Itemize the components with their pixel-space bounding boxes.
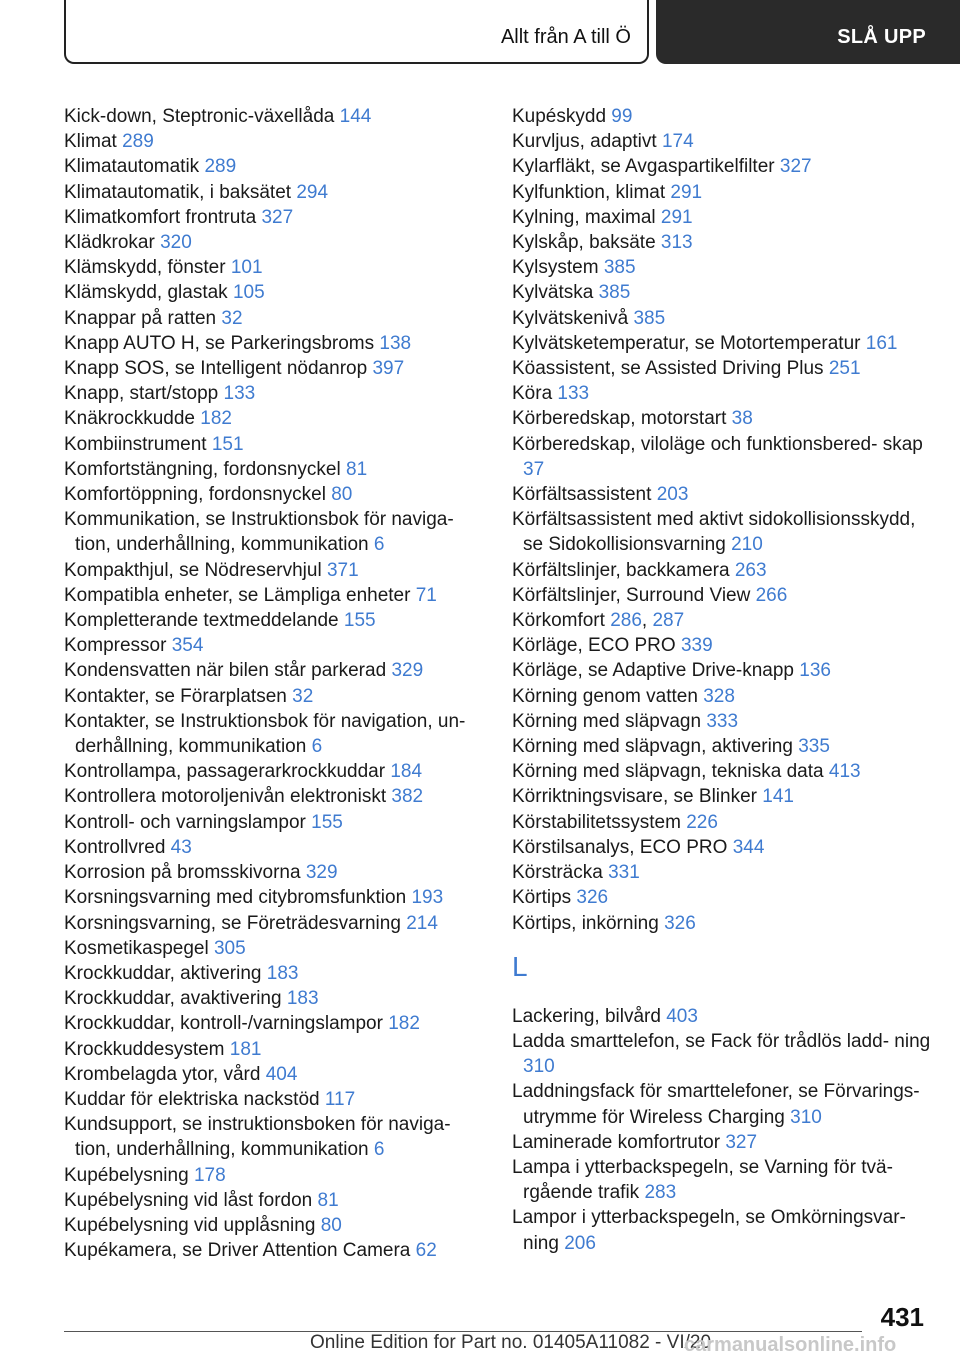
page-link[interactable]: 101 bbox=[230, 257, 263, 279]
page-link[interactable]: 339 bbox=[680, 635, 713, 657]
page-link[interactable]: 326 bbox=[576, 887, 609, 909]
lookup-button-label: SLÅ UPP bbox=[837, 26, 926, 48]
index-entry bbox=[64, 583, 476, 608]
index-entry bbox=[64, 784, 476, 809]
index-entry-text: Körläge, ECO PRO bbox=[512, 635, 676, 657]
index-entry-text: Lampor i ytterbackspegeln, se Omkörningsvar‐ ning bbox=[512, 1207, 906, 1254]
page-link[interactable]: 287 bbox=[652, 610, 685, 632]
index-entry-text: Komfortstängning, fordonsnyckel bbox=[64, 458, 341, 480]
index-entry bbox=[64, 1163, 476, 1188]
index-entry bbox=[512, 709, 932, 734]
page-link[interactable]: 328 bbox=[703, 685, 735, 707]
index-entry bbox=[64, 104, 476, 129]
index-entry-text: Körkomfort bbox=[512, 610, 605, 632]
page-link[interactable]: 141 bbox=[762, 786, 794, 808]
page-link[interactable]: 214 bbox=[406, 912, 438, 934]
index-entry bbox=[64, 205, 476, 230]
page-link[interactable]: 294 bbox=[296, 181, 329, 203]
index-entry-text: Krockkuddesystem bbox=[64, 1038, 225, 1060]
index-entry bbox=[64, 356, 476, 381]
index-entry-text: Körriktningsvisare, se Blinker bbox=[512, 786, 757, 808]
page-link[interactable]: 206 bbox=[564, 1232, 596, 1254]
index-entry bbox=[64, 482, 476, 507]
index-entry-text: Körning med släpvagn, aktivering bbox=[512, 736, 793, 758]
index-entry bbox=[64, 885, 476, 910]
page-link[interactable]: 203 bbox=[656, 484, 689, 506]
index-entry-text: Körstilsanalys, ECO PRO bbox=[512, 836, 728, 858]
page-link[interactable]: 310 bbox=[523, 1056, 555, 1078]
page-link[interactable]: 133 bbox=[223, 383, 256, 405]
page-link[interactable]: 99 bbox=[611, 106, 633, 127]
index-entry bbox=[64, 306, 476, 331]
index-entry bbox=[64, 1188, 476, 1213]
index-entry-text: Kondensvatten när bilen står parkerad bbox=[64, 660, 387, 682]
page-link[interactable]: 138 bbox=[379, 332, 412, 354]
page-link[interactable]: 283 bbox=[644, 1182, 677, 1204]
index-entry bbox=[512, 658, 932, 683]
index-entry bbox=[512, 1079, 932, 1129]
page-link[interactable]: 263 bbox=[734, 559, 767, 581]
index-entry-text: Kontrollvred bbox=[64, 836, 166, 858]
page-link[interactable]: 286 bbox=[610, 610, 642, 632]
page-link[interactable]: 403 bbox=[666, 1005, 698, 1027]
index-entry-text: Lampa i ytterbackspegeln, se Varning för tvä‐ rgående trafik bbox=[512, 1156, 893, 1204]
index-entry bbox=[512, 205, 932, 230]
index-entry-text: Kundsupport, se instruktionsboken för naviga‐ tion, underhållning, kommunikation bbox=[64, 1114, 451, 1161]
index-entry bbox=[64, 406, 476, 431]
index-entry bbox=[64, 129, 476, 154]
index-entry-text: Körning genom vatten bbox=[512, 685, 698, 707]
index-entry-text: Kupékamera, se Driver Attention Camera bbox=[64, 1240, 411, 1262]
page-link[interactable]: 226 bbox=[686, 811, 718, 833]
page-link[interactable]: 266 bbox=[755, 584, 788, 606]
index-entry-text: Kontrollampa, passagerarkrockkuddar bbox=[64, 761, 386, 783]
index-entry-text: Krockkuddar, avaktivering bbox=[64, 988, 282, 1010]
index-entry-text: Kylskåp, baksäte bbox=[512, 232, 656, 254]
index-entry-text: Körberedskap, viloläge och funktionsbered‐ skap bbox=[512, 433, 923, 455]
index-entry-text: Kontakter, se Instruktionsbok för navigation, un‐ derhållning, kommunikation bbox=[64, 710, 466, 758]
index-entry bbox=[512, 633, 932, 658]
index-entry-text: Köra bbox=[512, 383, 553, 405]
page-link[interactable]: 182 bbox=[200, 408, 232, 430]
page-link[interactable]: 385 bbox=[598, 282, 631, 304]
index-entry bbox=[64, 331, 476, 356]
index-entry bbox=[512, 482, 932, 507]
page-link[interactable]: 333 bbox=[706, 710, 739, 732]
page-link[interactable]: 305 bbox=[213, 937, 246, 959]
index-entry-text: Kylarfläkt, se Avgaspartikelfilter bbox=[512, 156, 775, 178]
page-link[interactable]: 329 bbox=[305, 862, 338, 884]
section-title: Allt från A till Ö bbox=[500, 26, 631, 48]
page-link[interactable]: 81 bbox=[317, 1189, 339, 1211]
page-link[interactable]: 320 bbox=[160, 232, 192, 254]
index-entry bbox=[64, 633, 476, 658]
index-entry-text: Kommunikation, se Instruktionsbok för naviga‐ tion, underhållning, kommunikation bbox=[64, 509, 454, 556]
index-entry-text: Kylning, maximal bbox=[512, 206, 656, 228]
index-entry-text: Körfältslinjer, Surround View bbox=[512, 584, 751, 606]
page-link[interactable]: 327 bbox=[261, 206, 294, 228]
index-entry-text: Kompletterande textmeddelande bbox=[64, 610, 339, 632]
index-entry bbox=[512, 154, 932, 179]
index-entry bbox=[512, 104, 932, 129]
index-entry-text: Ladda smarttelefon, se Fack för trådlös ladd‐ ning bbox=[512, 1030, 931, 1052]
index-entry-text: Klimatautomatik, i baksätet bbox=[64, 181, 292, 203]
index-entry-text: Kylvätskenivå bbox=[512, 307, 629, 329]
index-entry-text: Körsträcka bbox=[512, 862, 603, 884]
index-entry-text: Korsningsvarning, se Företrädesvarning bbox=[64, 912, 401, 934]
page-link[interactable]: 326 bbox=[664, 912, 696, 934]
index-entry bbox=[512, 255, 932, 280]
page-link[interactable]: 155 bbox=[311, 811, 343, 833]
page-link[interactable]: 182 bbox=[388, 1013, 420, 1035]
section-tab bbox=[64, 0, 649, 64]
page-link[interactable]: 310 bbox=[790, 1106, 822, 1128]
page-link[interactable]: 6 bbox=[373, 534, 385, 556]
lookup-button[interactable] bbox=[656, 0, 960, 64]
page-link[interactable]: 178 bbox=[193, 1164, 226, 1186]
index-entry bbox=[64, 658, 476, 683]
page-link[interactable]: 210 bbox=[731, 534, 763, 556]
page-link[interactable]: 251 bbox=[828, 358, 861, 380]
index-entry-text: Kompatibla enheter, se Lämpliga enheter bbox=[64, 584, 411, 606]
index-entry-text: Klämskydd, fönster bbox=[64, 257, 226, 279]
index-group-k bbox=[512, 104, 932, 936]
index-entry bbox=[512, 381, 932, 406]
index-entry-text: Kylvätska bbox=[512, 282, 594, 304]
index-entry bbox=[512, 608, 932, 633]
index-entry bbox=[64, 154, 476, 179]
index-entry bbox=[64, 608, 476, 633]
index-entry-text: Krockkuddar, aktivering bbox=[64, 962, 262, 984]
index-entry-text: Körning med släpvagn, tekniska data bbox=[512, 761, 824, 783]
page-link[interactable]: 344 bbox=[732, 836, 765, 858]
page-link[interactable]: 37 bbox=[523, 458, 545, 480]
index-entry bbox=[512, 810, 932, 835]
index-entry-text: Klämskydd, glastak bbox=[64, 282, 228, 304]
page-link[interactable]: 38 bbox=[731, 408, 753, 430]
index-entry bbox=[512, 860, 932, 885]
index-entry-text: Kontrollera motoroljenivån elektroniskt bbox=[64, 786, 387, 808]
index-entry bbox=[512, 129, 932, 154]
index-entry-text: Knappar på ratten bbox=[64, 307, 217, 329]
page-link[interactable]: 385 bbox=[633, 307, 666, 329]
index-entry-text: Kick-down, Steptronic-växellåda bbox=[64, 106, 335, 127]
page-link[interactable]: 289 bbox=[204, 156, 237, 178]
index-entry bbox=[512, 558, 932, 583]
index-entry bbox=[512, 885, 932, 910]
watermark: carmanualsonline.info bbox=[684, 1334, 897, 1356]
index-entry-text: Krombelagda ytor, vård bbox=[64, 1063, 261, 1085]
index-entry bbox=[512, 784, 932, 809]
index-entry bbox=[64, 835, 476, 860]
index-entry bbox=[64, 810, 476, 835]
index-entry-text: Kupébelysning vid upplåsning bbox=[64, 1214, 316, 1236]
page-link[interactable]: 354 bbox=[171, 635, 204, 657]
index-entry-text: Kompressor bbox=[64, 635, 167, 657]
index-entry bbox=[512, 432, 932, 482]
index-column-left bbox=[64, 104, 476, 1263]
page-link[interactable]: 161 bbox=[865, 332, 898, 354]
index-entry bbox=[64, 1238, 476, 1263]
section-letter: L bbox=[512, 950, 528, 982]
page-link[interactable]: 71 bbox=[415, 584, 437, 606]
index-entry-text: Korsningsvarning med citybromsfunktion bbox=[64, 887, 407, 909]
index-entry bbox=[512, 331, 932, 356]
index-entry bbox=[64, 1062, 476, 1087]
index-entry-text: Knapp AUTO H, se Parkeringsbroms bbox=[64, 332, 375, 354]
index-entry bbox=[64, 1011, 476, 1036]
index-entry-text: Knapp, start/stopp bbox=[64, 383, 219, 405]
index-entry bbox=[64, 986, 476, 1011]
index-entry bbox=[64, 936, 476, 961]
index-entry bbox=[512, 684, 932, 709]
index-entry-text: Kupéskydd bbox=[512, 106, 607, 127]
page-link[interactable]: 385 bbox=[603, 257, 636, 279]
page-link[interactable]: 174 bbox=[661, 131, 694, 153]
page-link[interactable]: 184 bbox=[390, 761, 423, 783]
page-link[interactable]: 193 bbox=[411, 887, 444, 909]
index-entry-text: Klädkrokar bbox=[64, 232, 155, 254]
page-link[interactable]: 117 bbox=[324, 1088, 356, 1110]
index-entry bbox=[64, 457, 476, 482]
page-link[interactable]: 183 bbox=[266, 962, 299, 984]
footer-edition: Online Edition for Part no. 01405A11082 - VI/20 bbox=[310, 1332, 712, 1353]
index-entry-text: Korrosion på bromsskivorna bbox=[64, 862, 301, 884]
index-entry-text: Körfältsassistent bbox=[512, 484, 652, 506]
index-entry-text: Knäkrockkudde bbox=[64, 408, 195, 430]
index-entry bbox=[512, 306, 932, 331]
index-entry-text: Klimatautomatik bbox=[64, 156, 200, 178]
page-link[interactable]: 313 bbox=[660, 232, 693, 254]
index-entry bbox=[512, 180, 932, 205]
index-entry bbox=[512, 734, 932, 759]
page-link[interactable]: 43 bbox=[170, 836, 192, 858]
index-entry bbox=[512, 1004, 932, 1029]
index-entry bbox=[64, 759, 476, 784]
index-entry bbox=[64, 911, 476, 936]
page-link[interactable]: 151 bbox=[211, 433, 244, 455]
page-link[interactable]: 335 bbox=[798, 736, 830, 758]
index-entry bbox=[512, 280, 932, 305]
page-link[interactable]: 80 bbox=[331, 484, 353, 506]
page-link[interactable]: 291 bbox=[660, 206, 693, 228]
index-entry-text: Kylvätsketemperatur, se Motortemperatur bbox=[512, 332, 861, 354]
index-entry bbox=[512, 1130, 932, 1155]
index-entry bbox=[64, 709, 476, 759]
page-link[interactable]: 155 bbox=[343, 610, 376, 632]
index-entry bbox=[512, 1205, 932, 1255]
index-entry-text: Körtips, inkörning bbox=[512, 912, 659, 934]
page-link[interactable]: 6 bbox=[311, 736, 323, 758]
page-link[interactable]: 181 bbox=[229, 1038, 262, 1060]
index-entry bbox=[64, 860, 476, 885]
index-entry bbox=[512, 1029, 932, 1079]
index-entry-text: Komfortöppning, fordonsnyckel bbox=[64, 484, 326, 506]
index-entry bbox=[64, 961, 476, 986]
index-entry bbox=[512, 406, 932, 431]
index-entry-text: Knapp SOS, se Intelligent nödanrop bbox=[64, 358, 368, 380]
index-entry-text: Körtips bbox=[512, 887, 572, 909]
index-entry-text: Krockkuddar, kontroll-/varningslampor bbox=[64, 1013, 383, 1035]
index-entry-text: Klimatkomfort frontruta bbox=[64, 206, 257, 228]
index-entry-text: Kuddar för elektriska nackstöd bbox=[64, 1088, 320, 1110]
index-entry-text: Kupébelysning vid låst fordon bbox=[64, 1189, 313, 1211]
index-entry bbox=[512, 835, 932, 860]
index-entry bbox=[512, 230, 932, 255]
page-link[interactable]: 327 bbox=[725, 1131, 758, 1153]
page-separator: , bbox=[641, 610, 648, 632]
page-link[interactable]: 382 bbox=[391, 786, 424, 808]
index-entry-text: Kupébelysning bbox=[64, 1164, 189, 1186]
index-entry-text: Köassistent, se Assisted Driving Plus bbox=[512, 358, 824, 380]
page-link[interactable]: 183 bbox=[286, 988, 319, 1010]
index-entry-text: Kosmetikaspegel bbox=[64, 937, 209, 959]
index-entry-text: Laddningsfack för smarttelefoner, se Förvarings‐ utrymme för Wireless Charging bbox=[512, 1081, 920, 1128]
page-link[interactable]: 136 bbox=[799, 660, 831, 682]
page-link[interactable]: 6 bbox=[373, 1139, 385, 1161]
index-entry bbox=[512, 1155, 932, 1205]
index-entry-text: Lackering, bilvård bbox=[512, 1005, 661, 1027]
index-entry-text: Körberedskap, motorstart bbox=[512, 408, 727, 430]
index-entry bbox=[512, 356, 932, 381]
index-entry-text: Kurvljus, adaptivt bbox=[512, 131, 657, 153]
index-group-l bbox=[512, 1004, 932, 1256]
index-entry-text: Körläge, se Adaptive Drive-knapp bbox=[512, 660, 794, 682]
index-entry-text: Kompakthjul, se Nödreservhjul bbox=[64, 559, 322, 581]
index-entry-text: Körning med släpvagn bbox=[512, 710, 702, 732]
page-link[interactable]: 331 bbox=[608, 862, 640, 884]
page-link[interactable]: 62 bbox=[415, 1240, 437, 1262]
index-entry-text: Laminerade komfortrutor bbox=[512, 1131, 721, 1153]
index-entry-text: Körfältsassistent med aktivt sidokollisionsskydd, se Sidokollisionsvarning bbox=[512, 509, 916, 556]
page-link[interactable]: 289 bbox=[122, 131, 154, 153]
index-entry bbox=[512, 911, 932, 936]
page-link[interactable]: 404 bbox=[265, 1063, 298, 1085]
page-link[interactable]: 32 bbox=[292, 685, 314, 707]
index-entry-text: Kombiinstrument bbox=[64, 433, 207, 455]
index-entry bbox=[64, 1087, 476, 1112]
index-entry bbox=[64, 255, 476, 280]
page-link[interactable]: 371 bbox=[326, 559, 359, 581]
page-link[interactable]: 291 bbox=[670, 181, 703, 203]
index-entry bbox=[512, 507, 932, 557]
page-link[interactable]: 32 bbox=[221, 307, 243, 329]
page-link[interactable]: 81 bbox=[346, 458, 368, 480]
index-entry bbox=[512, 759, 932, 784]
index-entry bbox=[64, 558, 476, 583]
index-entry bbox=[64, 1112, 476, 1162]
index-entry bbox=[64, 280, 476, 305]
index-entry-text: Kylsystem bbox=[512, 257, 599, 279]
index-entry-text: Kylfunktion, klimat bbox=[512, 181, 666, 203]
page-link[interactable]: 329 bbox=[391, 660, 424, 682]
page-link[interactable]: 327 bbox=[779, 156, 812, 178]
index-entry-text: Kontroll- och varningslampor bbox=[64, 811, 306, 833]
index-entry bbox=[64, 684, 476, 709]
index-entry bbox=[64, 1213, 476, 1238]
page-link[interactable]: 413 bbox=[828, 761, 861, 783]
index-entry bbox=[64, 432, 476, 457]
index-entry bbox=[64, 230, 476, 255]
page-link[interactable]: 144 bbox=[339, 106, 372, 127]
index-entry-text: Körfältslinjer, backkamera bbox=[512, 559, 730, 581]
index-entry bbox=[512, 583, 932, 608]
index-entry bbox=[64, 381, 476, 406]
index-entry-text: Klimat bbox=[64, 131, 117, 153]
page-number: 431 bbox=[880, 1302, 924, 1332]
index-entry-text: Körstabilitetssystem bbox=[512, 811, 681, 833]
index-entry-text: Kontakter, se Förarplatsen bbox=[64, 685, 287, 707]
page-link[interactable]: 105 bbox=[232, 282, 265, 304]
index-entry bbox=[64, 1037, 476, 1062]
index-column-right bbox=[512, 104, 932, 1256]
index-entry bbox=[64, 180, 476, 205]
index-entry bbox=[64, 507, 476, 557]
page-link[interactable]: 133 bbox=[557, 383, 590, 405]
page-link[interactable]: 80 bbox=[320, 1214, 342, 1236]
page-link[interactable]: 397 bbox=[372, 358, 405, 380]
